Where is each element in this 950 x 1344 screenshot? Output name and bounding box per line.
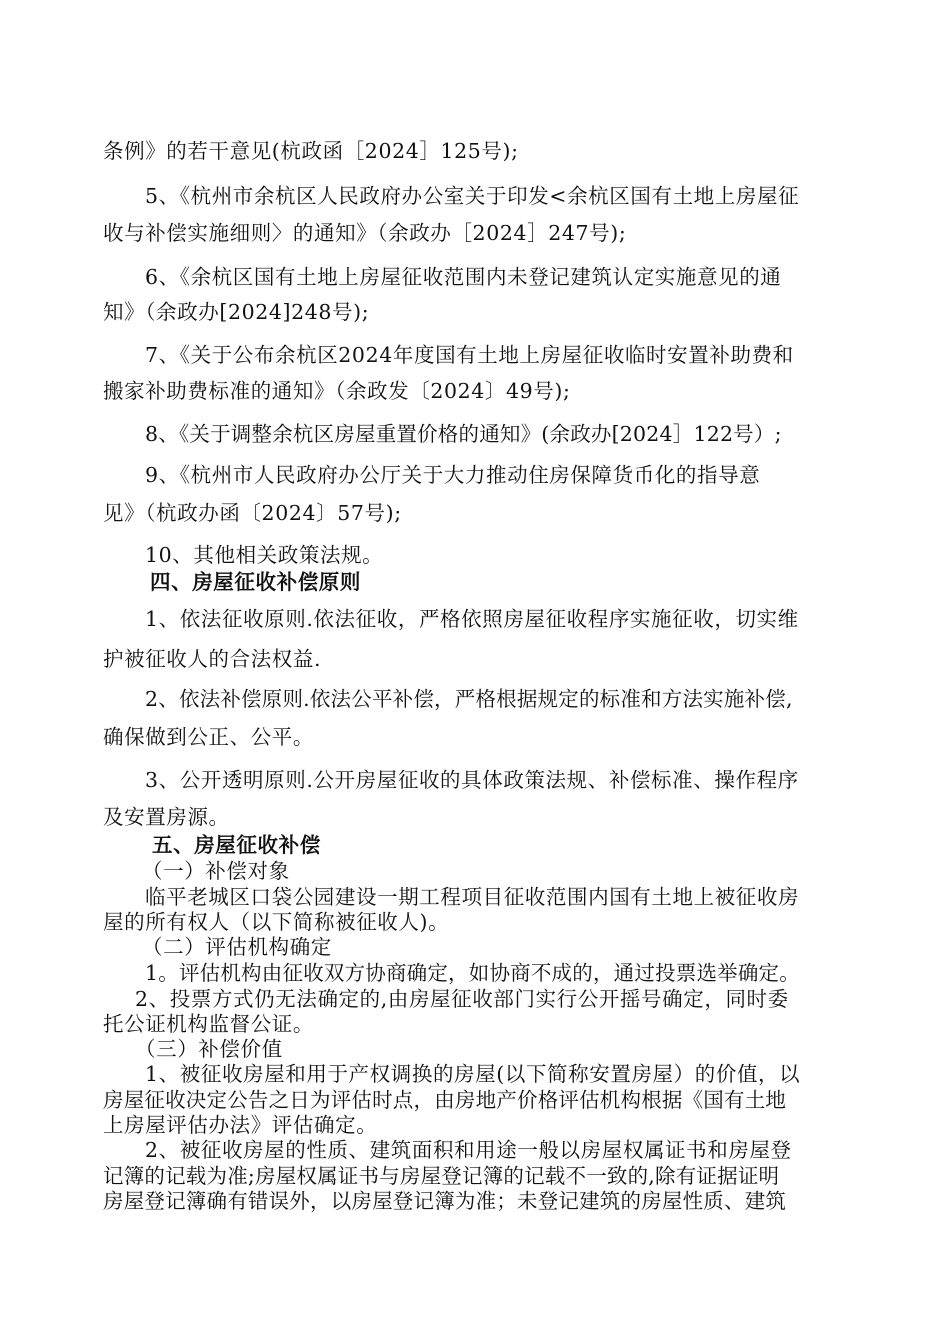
list-item: 1、被征收房屋和用于产权调换的房屋(以下简称安置房屋）的价值，以	[145, 1062, 801, 1086]
list-item: 1。评估机构由征收双方协商确定，如协商不成的，通过投票选举确定。	[145, 961, 800, 985]
subsection-heading: （一）补偿对象	[142, 859, 290, 883]
list-item: 1、依法征收原则.依法征收，严格依照房屋征收程序实施征收，切实维	[145, 607, 799, 631]
list-item: 8、《关于调整余杭区房屋重置价格的通知》(余政办[2024］122号）;	[145, 422, 782, 446]
list-item: 6、《余杭区国有土地上房屋征收范围内未登记建筑认定实施意见的通	[145, 265, 782, 289]
text-line: 临平老城区口袋公园建设一期工程项目征收范围内国有土地上被征收房	[145, 885, 800, 909]
list-item: 7、《关于公布余杭区2024年度国有土地上房屋征收临时安置补助费和	[145, 343, 794, 367]
text-line: 屋的所有权人（以下简称被征收人)。	[103, 910, 450, 934]
subsection-heading: （二）评估机构确定	[142, 935, 332, 959]
list-item: 2、被征收房屋的性质、建筑面积和用途一般以房屋权属证书和房屋登	[145, 1138, 792, 1162]
text-line: 护被征收人的合法权益.	[103, 647, 322, 671]
text-line: 房屋征收决定公告之日为评估时点，由房地产价格评估机构根据《国有土地	[103, 1088, 787, 1112]
subsection-heading: （三）补偿价值	[135, 1037, 283, 1061]
list-item: 2、依法补偿原则.依法公平补偿，严格根据规定的标准和方法实施补偿,	[145, 687, 793, 711]
section-heading: 五、房屋征收补偿	[152, 833, 321, 857]
list-item: 9、《杭州市人民政府办公厅关于大力推动住房保障货币化的指导意	[145, 463, 761, 487]
list-item: 5、《杭州市余杭区人民政府办公室关于印发<余杭区国有土地上房屋征	[145, 184, 800, 208]
text-line: 见》（杭政办函〔2024〕57号);	[103, 501, 402, 525]
text-line: 确保做到公正、公平。	[103, 725, 314, 749]
text-line: 记簿的记载为准;房屋权属证书与房屋登记簿的记载不一致的,除有证据证明	[103, 1164, 780, 1188]
list-item: 3、公开透明原则.公开房屋征收的具体政策法规、补偿标准、操作程序	[145, 768, 799, 792]
text-line: 条例》的若干意见(杭政函［2024］125号);	[103, 139, 519, 163]
text-line: 房屋登记簿确有错误外，以房屋登记簿为准；未登记建筑的房屋性质、建筑	[103, 1189, 787, 1213]
text-line: 搬家补助费标准的通知》（余政发〔2024〕49号);	[103, 379, 571, 403]
section-heading: 四、房屋征收补偿原则	[150, 570, 361, 594]
text-line: 及安置房源。	[103, 805, 230, 829]
list-item: 10、其他相关政策法规。	[145, 543, 384, 567]
list-item: 2、投票方式仍无法确定的,由房屋征收部门实行公开摇号确定，同时委	[135, 987, 789, 1011]
text-line: 收与补偿实施细则〉的通知》（余政办［2024］247号);	[103, 221, 627, 245]
text-line: 上房屋评估办法》评估确定。	[103, 1113, 378, 1137]
text-line: 托公证机构监督公证。	[103, 1012, 314, 1036]
text-line: 知》（余政办[2024]248号);	[103, 300, 370, 324]
